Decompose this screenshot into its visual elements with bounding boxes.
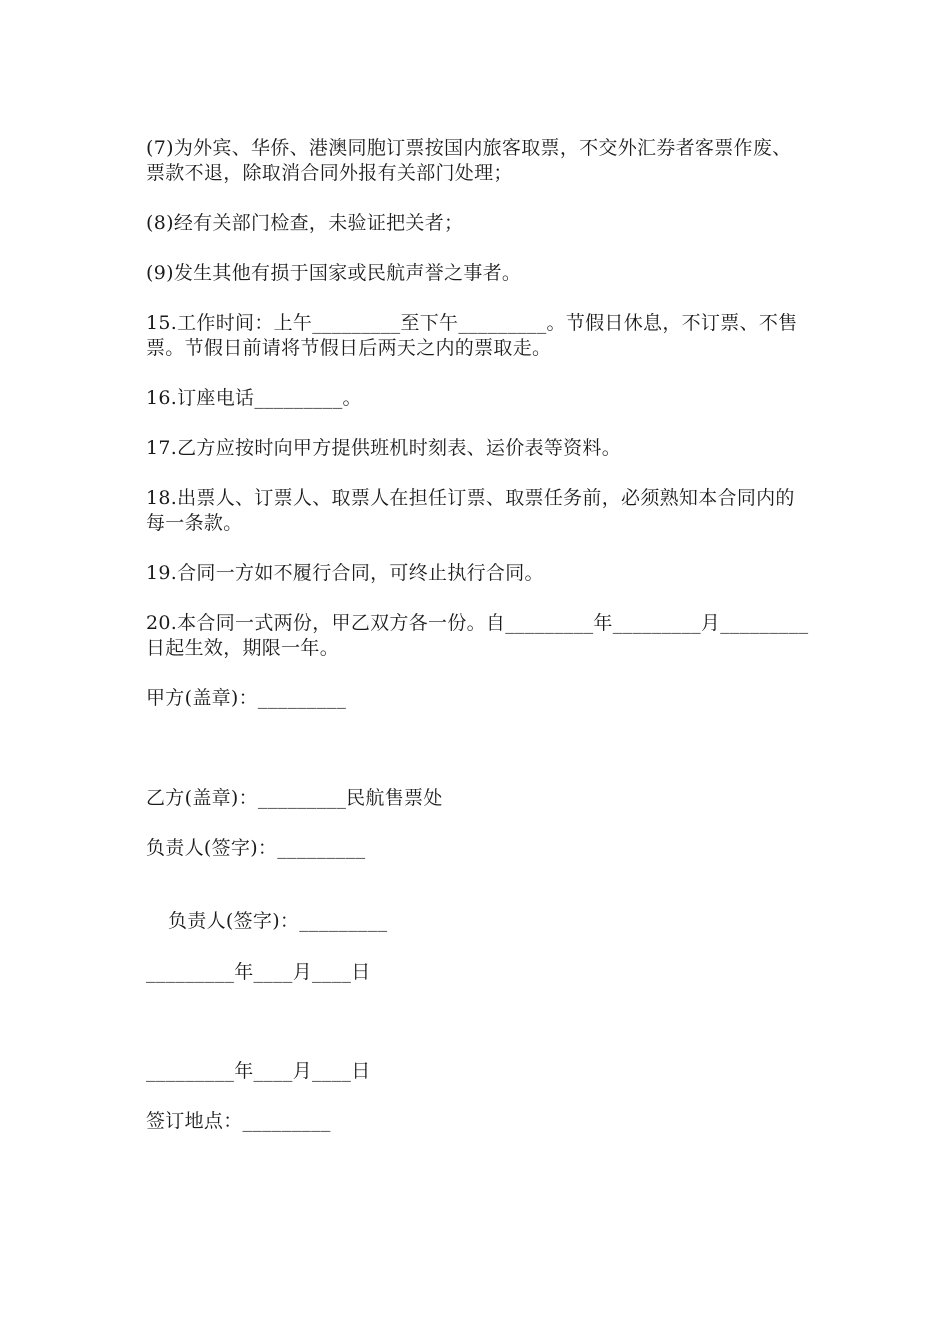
party-a-seal: 甲方(盖章)：_________ (146, 687, 347, 709)
clause-16: 16.订座电话_________。 (146, 387, 362, 409)
party-a-responsible-signature: 负责人(签字)：_________ (168, 910, 388, 932)
clause-17: 17.乙方应按时向甲方提供班机时刻表、运价表等资料。 (146, 437, 622, 459)
clause-19: 19.合同一方如不履行合同，可终止执行合同。 (146, 562, 544, 584)
signing-date-1: _________年____月____日 (146, 961, 371, 983)
party-b-seal: 乙方(盖章)：_________民航售票处 (146, 787, 443, 809)
clause-20: 20.本合同一式两份，甲乙双方各一份。自_________年_________月_________日起生效，期限一年。 (146, 612, 809, 659)
party-b-responsible-signature: 负责人(签字)：_________ (146, 837, 366, 859)
signing-date-2: _________年____月____日 (146, 1060, 371, 1082)
clause-7: (7)为外宾、华侨、港澳同胞订票按国内旅客取票，不交外汇券者客票作废、票款不退，除取消合同外报有关部门处理； (146, 137, 792, 184)
clause-15: 15.工作时间：上午_________至下午_________。节假日休息，不订票、不售票。节假日前请将节假日后两天之内的票取走。 (146, 312, 798, 359)
clause-8: (8)经有关部门检查，未验证把关者； (146, 212, 464, 234)
clause-9: (9)发生其他有损于国家或民航声誉之事者。 (146, 262, 522, 284)
signing-place: 签订地点：_________ (146, 1110, 331, 1132)
clause-18: 18.出票人、订票人、取票人在担任订票、取票任务前，必须熟知本合同内的每一条款。 (146, 487, 795, 534)
